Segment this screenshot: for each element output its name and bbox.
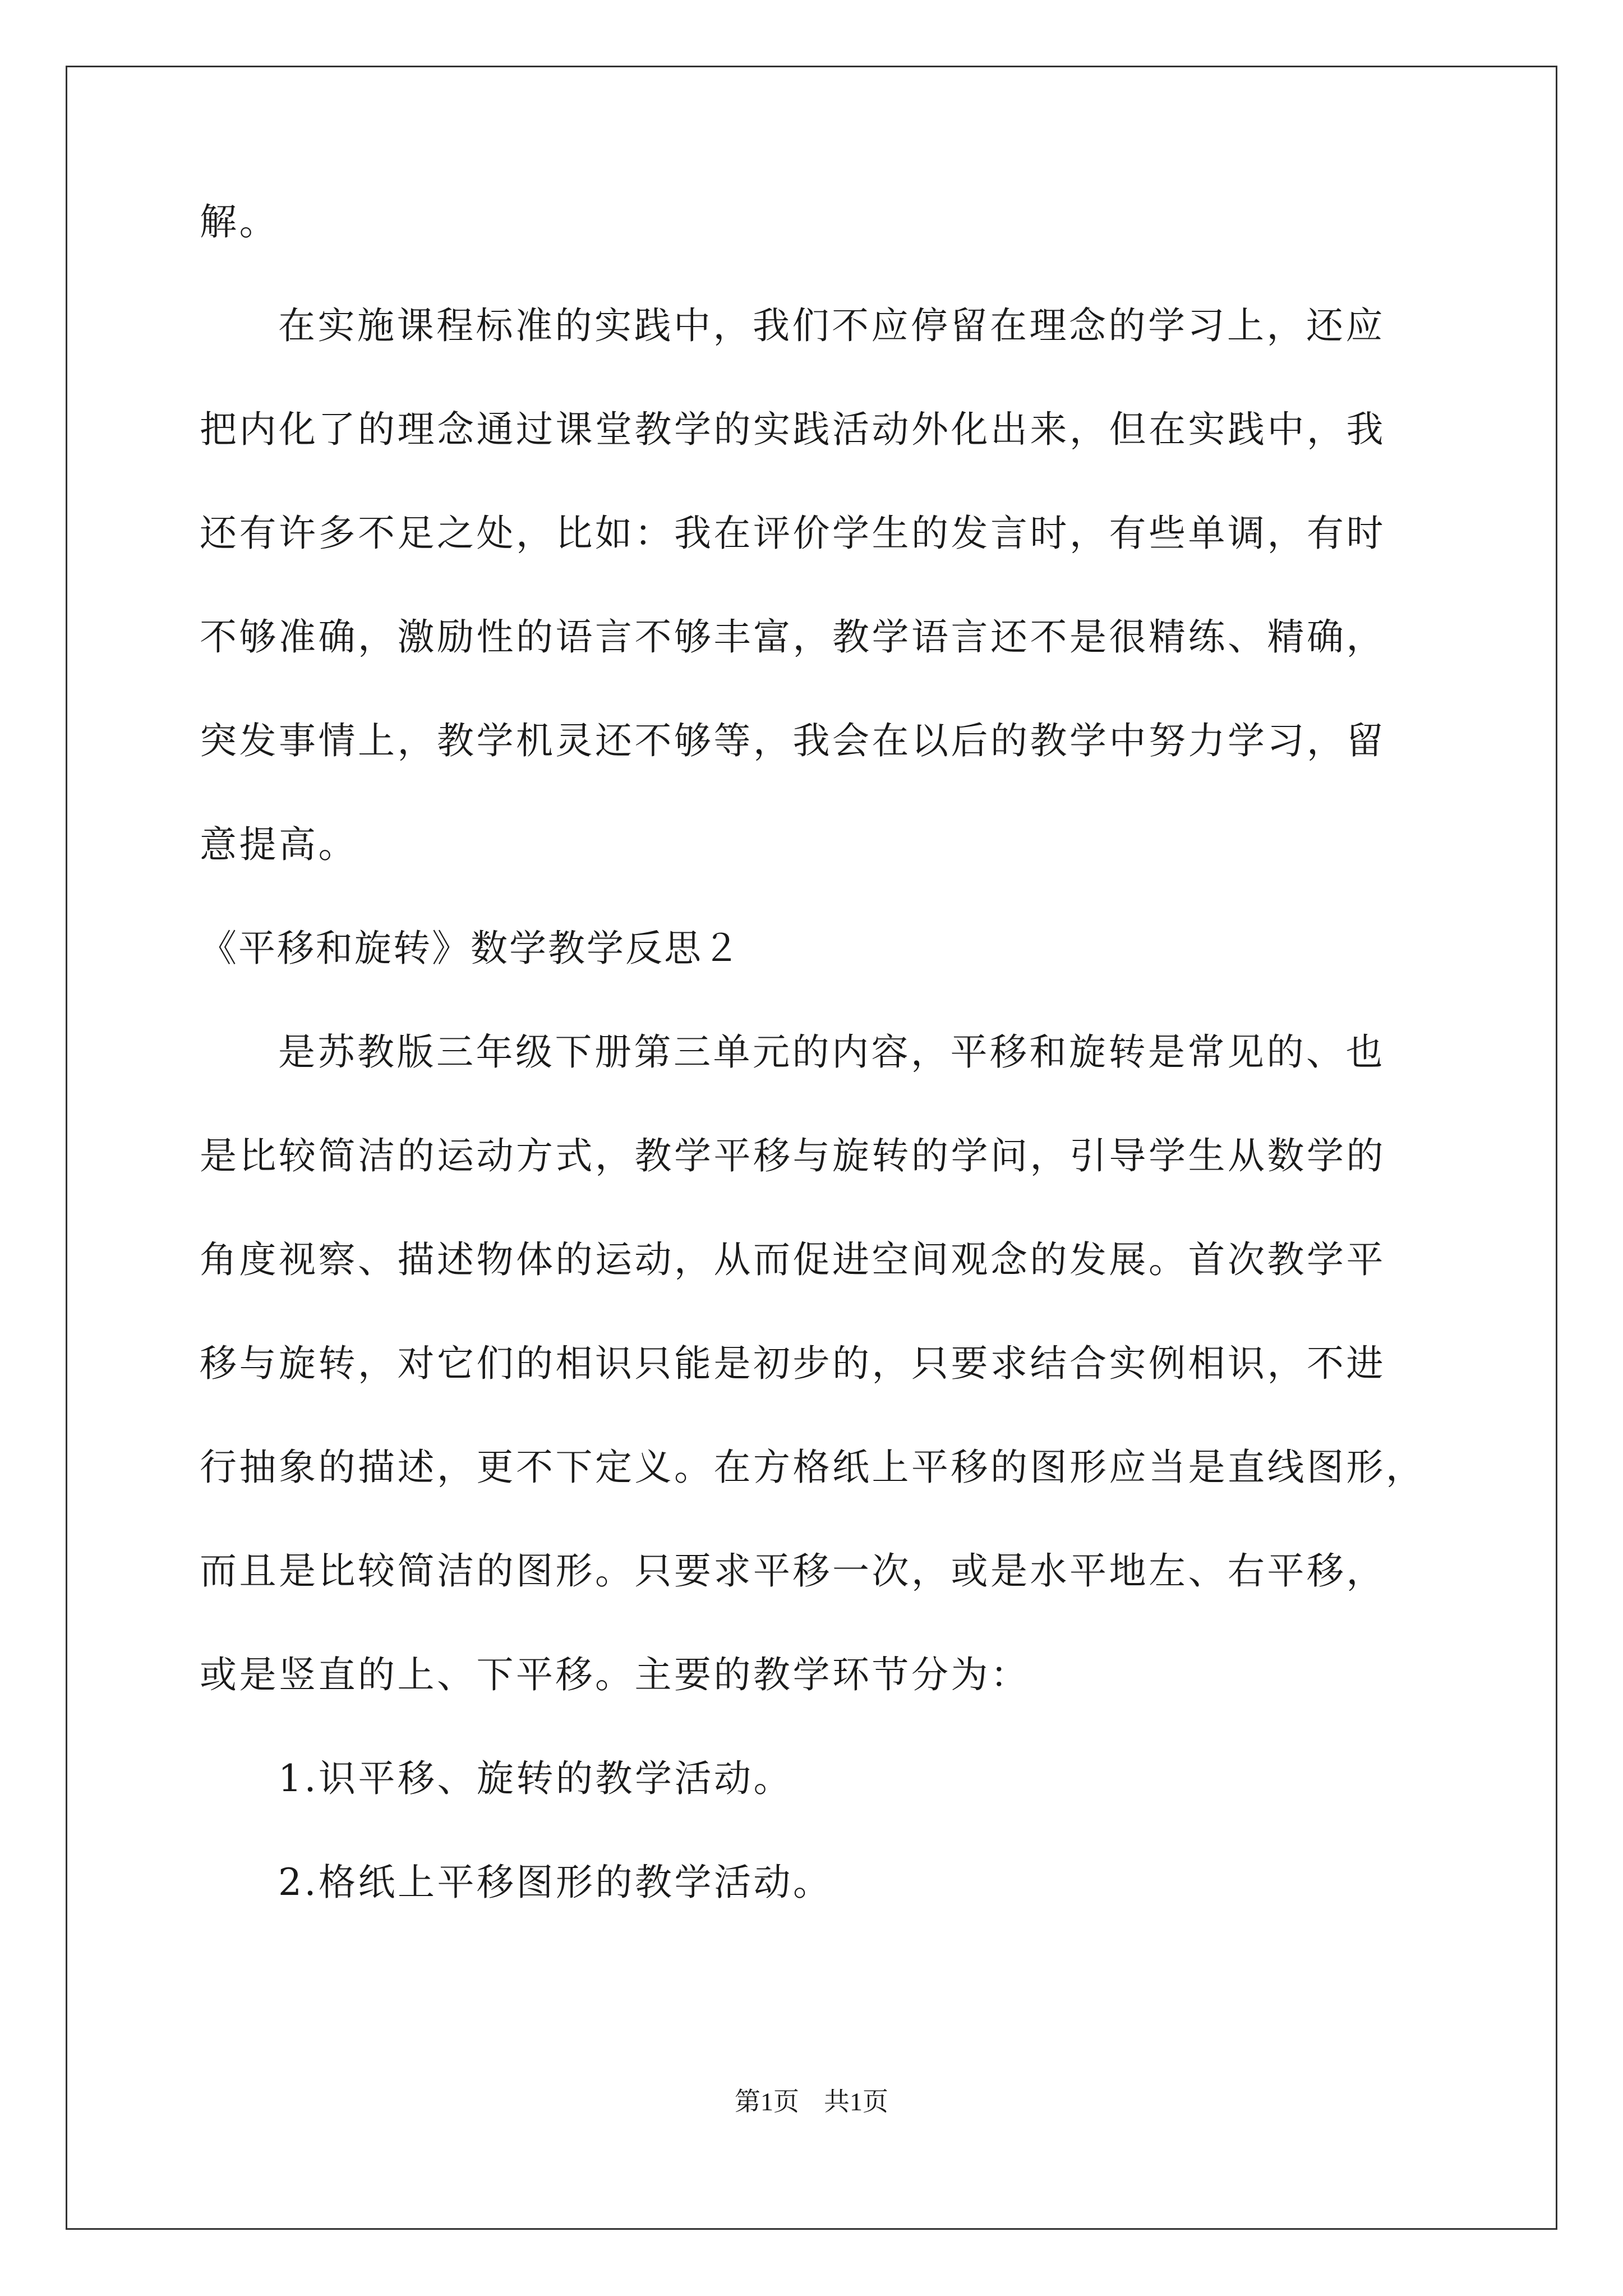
paragraph-line: 移与旋转，对它们的相识只能是初步的，只要求结合实例相识，不进 <box>200 1342 1386 1385</box>
paragraph-line: 或是竖直的上、下平移。主要的教学环节分为： <box>200 1653 1030 1696</box>
paragraph-line: 把内化了的理念通过课堂教学的实践活动外化出来，但在实践中，我 <box>200 408 1386 451</box>
page-footer <box>0 2085 1623 2119</box>
paragraph-line: 行抽象的描述，更不下定义。在方格纸上平移的图形应当是直线图形， <box>200 1446 1426 1489</box>
paragraph-line: 角度视察、描述物体的运动，从而促进空间观念的发展。首次教学平 <box>200 1238 1386 1281</box>
paragraph-line: 是比较简洁的运动方式，教学平移与旋转的学问，引导学生从数学的 <box>200 1134 1386 1177</box>
section-heading: 《平移和旋转》数学教学反思２ <box>200 927 741 970</box>
list-item: 2.格纸上平移图形的教学活动。 <box>278 1861 833 1904</box>
paragraph-line: 而且是比较简洁的图形。只要求平移一次，或是水平地左、右平移， <box>200 1549 1386 1593</box>
list-item: 1.识平移、旋转的教学活动。 <box>278 1757 793 1800</box>
paragraph-line: 是苏教版三年级下册第三单元的内容，平移和旋转是常见的、也 <box>278 1030 1385 1074</box>
paragraph-line: 解。 <box>200 200 279 243</box>
paragraph-line: 不够准确，激励性的语言不够丰富，教学语言还不是很精练、精确， <box>200 615 1386 659</box>
page-total: 共1页 <box>824 2087 888 2116</box>
paragraph-line: 意提高。 <box>200 823 358 866</box>
document-body <box>200 197 1468 2049</box>
paragraph-line: 在实施课程标准的实践中，我们不应停留在理念的学习上，还应 <box>278 304 1385 347</box>
paragraph-line: 还有许多不足之处，比如：我在评价学生的发言时，有些单调，有时 <box>200 512 1386 555</box>
page-number: 第1页 <box>735 2087 799 2116</box>
paragraph-line: 突发事情上，教学机灵还不够等，我会在以后的教学中努力学习，留 <box>200 719 1386 762</box>
